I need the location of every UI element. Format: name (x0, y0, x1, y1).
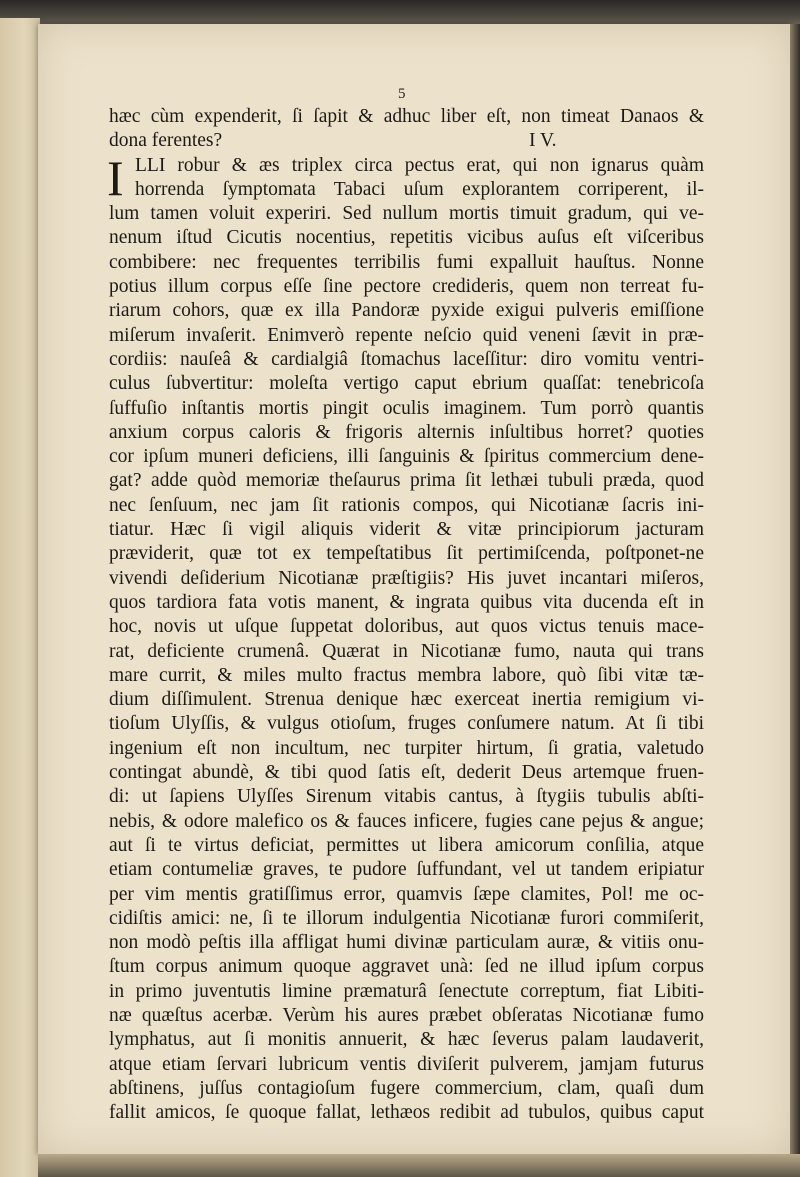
text-line-37: in primo juventutis limine præmaturâ ſenectute correptum, fiat Libiti- (109, 980, 704, 1002)
text-line-20: vivendi deſiderium Nicotianæ præſtigiis? His juvet incantari miſeros, (109, 567, 704, 589)
text-line-12: culus ſubvertitur: moleſta vertigo caput ebrium quaſſat: tenebricoſa (109, 373, 704, 395)
text-line-33: per vim mentis gratiſſimus error, quamvis ſæpe clamites, Pol! me oc- (109, 883, 704, 905)
text-line-30: nebis, & odore malefico os & fauces inficere, fugies cane pejus & angue; (109, 810, 704, 832)
book-left-edge (0, 18, 40, 1177)
text-line-18: tiatur. Hæc ſi vigil aliquis viderit & vitæ principiorum jacturam (109, 519, 704, 541)
section-heading: I V. (529, 130, 557, 152)
text-line-14: anxium corpus caloris & frigoris alternis inſultibus horret? quoties (109, 421, 704, 443)
text-line-22: hoc, novis ut uſque ſuppetat doloribus, aut quos victus tenuis mace- (109, 616, 704, 638)
text-line-41: abſtinens, juſſus contagioſum fugere commercium, clam, quaſi dum (109, 1077, 704, 1099)
text-line-23: rat, deficiente crumenâ. Quærat in Nicotianæ fumo, nauta qui trans (109, 640, 704, 662)
book-top-edge (0, 0, 800, 26)
text-line-2-text: dona ferentes? (109, 130, 223, 152)
text-line-26: tioſum Ulyſſis, & vulgus otioſum, fruges conſumere natum. At ſi tibi (109, 713, 704, 735)
text-line-8: potius illum corpus eſſe ſine pectore credideris, quem non terreat fu- (109, 276, 704, 298)
text-line-24: mare currit, & miles multo fractus membra labore, quò ſibi vitæ tæ- (109, 664, 704, 686)
book-bottom-edge (38, 1154, 800, 1177)
text-line-36: ſtum corpus animum quoque aggravet unà: ſed ne illud ipſum corpus (109, 956, 704, 978)
drop-cap-letter: I (107, 149, 124, 206)
text-line-2 (109, 129, 704, 153)
text-line-25: dium diſſimulent. Strenua denique hæc exerceat inertia remigium vi- (109, 689, 704, 711)
text-line-4: horrenda ſymptomata Tabaci uſum explorantem corriperent, il- (135, 178, 704, 200)
text-line-27: ingenium eſt non incultum, nec turpiter hirtum, ſi gratia, valetudo (109, 737, 704, 759)
text-line-40: atque etiam ſervari lubricum ventis diviſerit pulverem, jamjam futurus (109, 1053, 704, 1075)
text-line-31: aut ſi te virtus deficiat, permittes ut libera amicorum conſilia, atque (109, 834, 704, 856)
text-line-9: riarum cohors, quæ ex illa Pandoræ pyxide exigui pulveris emiſſione (109, 300, 704, 322)
text-line-28: contingat abundè, & tibi quod ſatis eſt, dederit Deus artemque fruen- (109, 762, 704, 784)
text-line-1: hæc cùm expenderit, ſi ſapit & adhuc liber eſt, non timeat Danaos & (109, 106, 704, 127)
text-line-10: miſerum invaſerit. Enimverò repente neſcio quid veneni ſævit in præ- (109, 324, 704, 346)
text-line-5: lum tamen voluit experiri. Sed nullum mortis timuit gradum, qui ve- (109, 203, 704, 225)
text-line-19: præviderit, quæ tot ex tempeſtatibus ſit pertimiſcenda, poſtponet-ne (109, 543, 704, 565)
text-line-42: fallit amicos, ſe quoque fallat, lethæos redibit ad tubulos, quibus caput (109, 1102, 704, 1124)
text-line-34: cidiſtis amici: ne, ſi te illorum indulgentia Nicotianæ furori commiſerit, (109, 907, 704, 929)
text-line-35: non modò peſtis illa affligat humi divinæ particulam auræ, & vitiis onu- (109, 932, 704, 954)
text-line-29: di: ut ſapiens Ulyſſes Sirenum vitabis cantus, à ſtygiis tubulis abſti- (109, 786, 704, 808)
text-line-38: næ quæſtus acerbæ. Verùm his aures præbet obſeratas Nicotianæ fumo (109, 1004, 704, 1026)
text-line-13: ſuffuſio inſtantis mortis pingit oculis imaginem. Tum porrò quantis (109, 397, 704, 419)
text-line-17: nec ſenſuum, nec jam ſit rationis compos, qui Nicotianæ ſacris ini- (109, 494, 704, 516)
text-line-39: lymphatus, aut ſi monitis annuerit, & hæc ſeverus palam laudaverit, (109, 1029, 704, 1051)
text-line-3-text: LLI robur & æs triplex circa pectus erat, qui non ignarus quàm (135, 154, 704, 176)
text-line-16: gat? adde quòd memoriæ theſaurus prima ſit lethæi tubuli præda, quod (109, 470, 704, 492)
text-line-6: nenum iſtud Cicutis nocentius, repetitis vicibus auſus eſt viſceribus (109, 227, 704, 249)
body-text (109, 105, 704, 1125)
text-line-7: combibere: nec frequentes terribilis fumi expalluit hauſtus. Nonne (109, 251, 704, 273)
text-line-21: quos tardiora fata votis manent, & ingrata quibus vita ducenda eſt in (109, 591, 704, 613)
book-gutter-shadow (790, 24, 800, 1177)
text-line-32: etiam contumeliæ graves, te pudore ſuffundant, vel ut tandem eripiatur (109, 859, 704, 881)
text-line-15: cor ipſum muneri deficiens, illi ſanguinis & ſpiritus commercium dene- (109, 446, 704, 468)
page-number: 5 (398, 86, 406, 102)
text-line-11: cordiis: nauſeâ & cardialgiâ ſtomachus laceſſitur: diro vomitu ventri- (109, 348, 704, 370)
